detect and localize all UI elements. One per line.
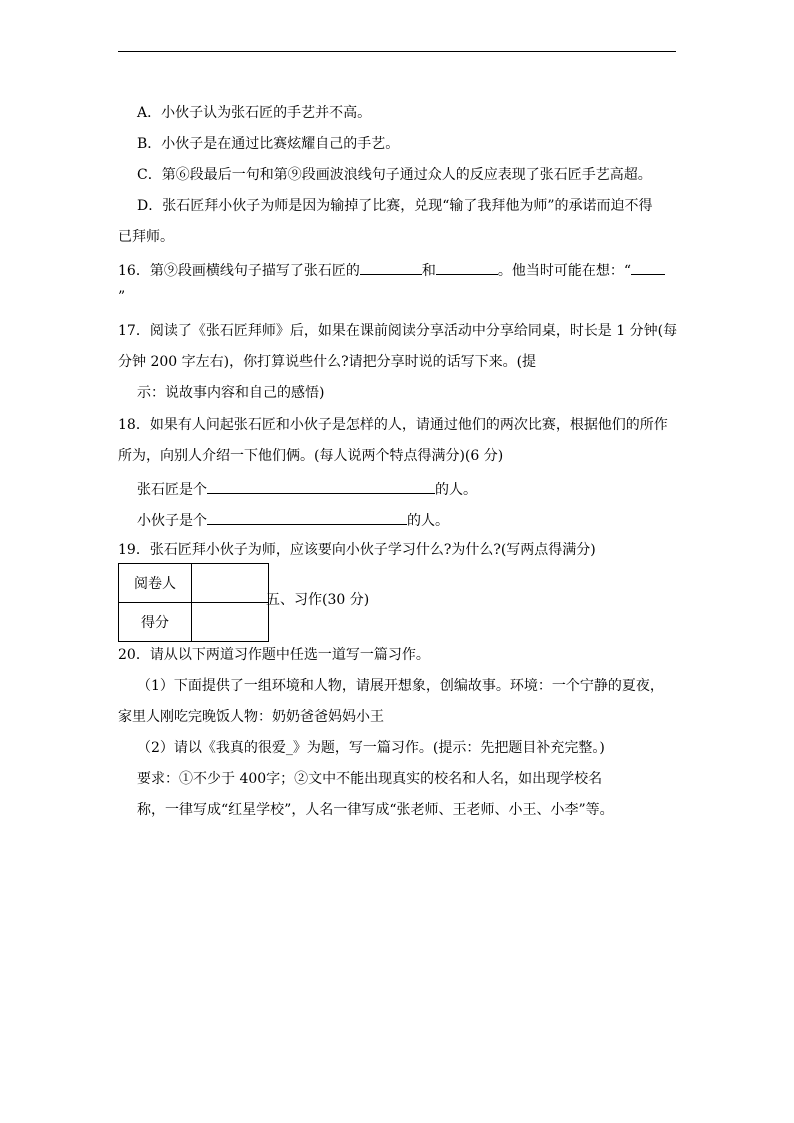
reviewer-label: 阅卷人 <box>119 564 192 603</box>
question-16-part1: 16．第⑨段画横线句子描写了张石匠的 <box>118 263 360 279</box>
question-17-line2: 分钟 200 字左右)，你打算说些什么?请把分享时说的话写下来。(提 <box>118 354 537 370</box>
score-label: 得分 <box>119 603 192 642</box>
score-table <box>118 563 269 642</box>
question-16-part3: 。他当时可能在想：“ <box>497 263 631 279</box>
option-c: C．第⑥段最后一句和第⑨段画波浪线句子通过众人的反应表现了张石匠手艺高超。 <box>137 167 652 183</box>
question-17-line1: 17．阅读了《张石匠拜师》后，如果在课前阅读分享活动中分享给同桌，时长是 1 分钟(每 <box>118 323 678 339</box>
question-16-close-quote: ” <box>118 289 126 305</box>
zhang-prefix: 张石匠是个 <box>137 482 207 498</box>
question-19: 19．张石匠拜小伙子为师，应该要向小伙子学习什么?为什么?(写两点得满分) <box>118 542 596 558</box>
answer-blank[interactable] <box>207 479 435 494</box>
answer-blank[interactable] <box>631 260 665 275</box>
question-16 <box>118 260 665 280</box>
question-20-requirements-line2: 称，一律写成“红星学校”，人名一律写成“张老师、王老师、小王、小李”等。 <box>137 802 614 818</box>
score-cell[interactable] <box>192 603 269 642</box>
question-18-zhang <box>137 479 477 499</box>
question-20-requirements-line1: 要求：①不少于 400字；②文中不能出现真实的校名和人名，如出现学校名 <box>137 771 603 787</box>
question-18-line1: 18．如果有人问起张石匠和小伙子是怎样的人，请通过他们的两次比赛，根据他们的所作 <box>118 417 668 433</box>
option-d-line1: D．张石匠拜小伙子为师是因为输掉了比赛，兑现“输了我拜他为师”的承诺而迫不得 <box>137 198 653 214</box>
question-17-line3: 示：说故事内容和自己的感悟) <box>137 385 325 401</box>
answer-blank[interactable] <box>207 510 407 525</box>
question-20-option1-line1: （1）下面提供了一组环境和人物，请展开想象，创编故事。环境：一个宁静的夏夜， <box>137 678 664 694</box>
header-rule <box>118 51 676 52</box>
option-b: B．小伙子是在通过比赛炫耀自己的手艺。 <box>137 136 400 152</box>
question-18-line2: 所为，向别人介绍一下他们俩。(每人说两个特点得满分)(6 分) <box>118 448 504 464</box>
question-18-young <box>137 510 449 530</box>
young-prefix: 小伙子是个 <box>137 513 207 529</box>
answer-blank[interactable] <box>436 260 498 275</box>
question-16-part2: 和 <box>421 263 436 279</box>
question-20-option1-line2: 家里人刚吃完晚饭人物：奶奶爸爸妈妈小王 <box>118 709 384 725</box>
young-suffix: 的人。 <box>407 513 449 529</box>
question-20-intro: 20．请从以下两道习作题中任选一道写一篇习作。 <box>118 647 430 663</box>
option-d-line2: 已拜师。 <box>118 229 174 245</box>
zhang-suffix: 的人。 <box>435 482 477 498</box>
reviewer-cell[interactable] <box>192 564 269 603</box>
section-5-title: 五、习作(30 分) <box>266 592 370 608</box>
answer-blank[interactable] <box>360 260 422 275</box>
option-a: A．小伙子认为张石匠的手艺并不高。 <box>137 105 372 121</box>
question-20-option2: （2）请以《我真的很爱_》为题，写一篇习作。(提示：先把题目补充完整。) <box>137 740 605 756</box>
